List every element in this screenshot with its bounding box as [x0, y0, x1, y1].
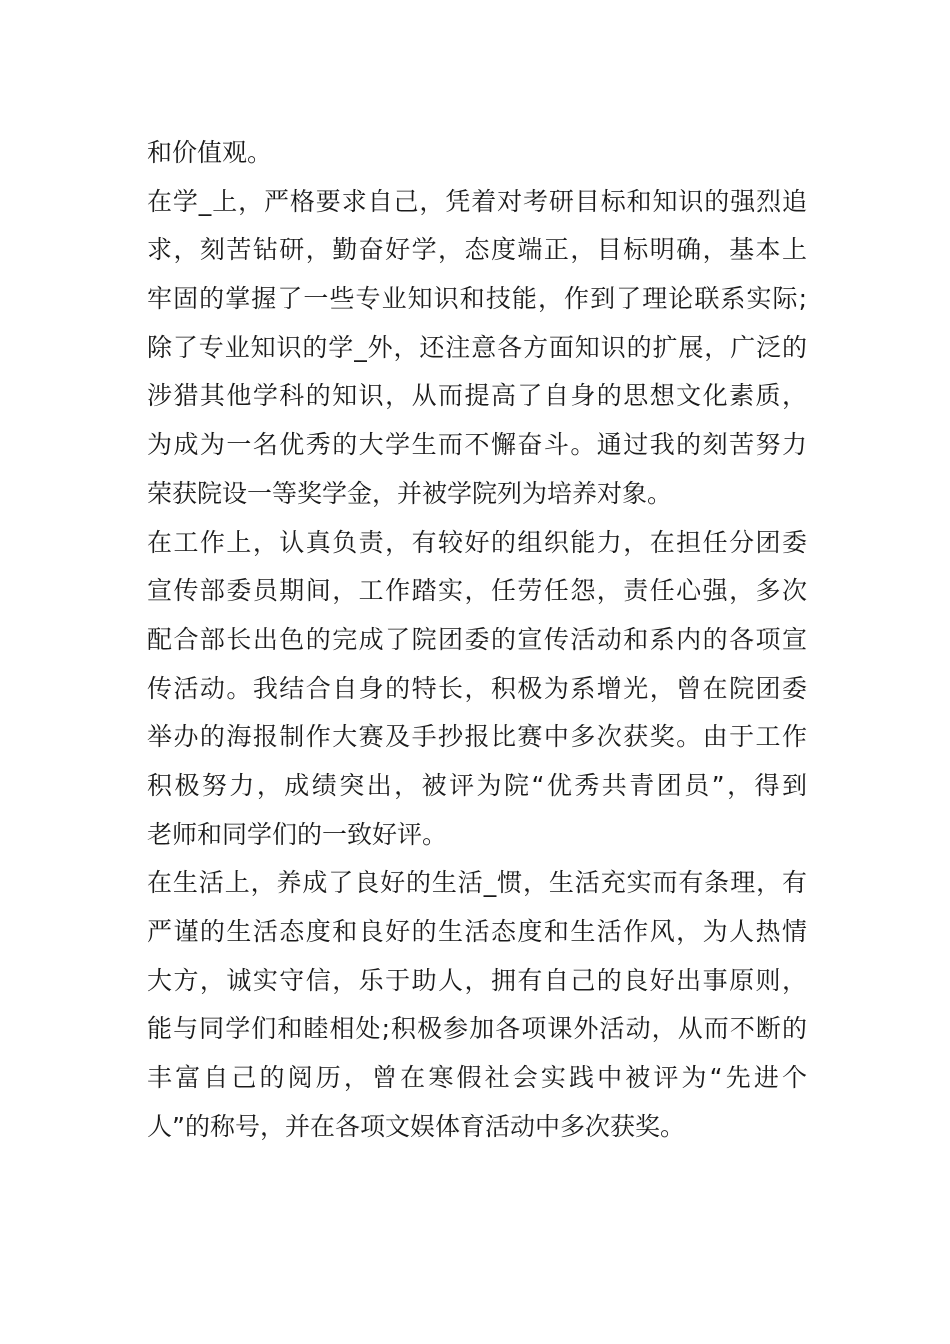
text-line: 除了专业知识的学_外，还注意各方面知识的扩展，广泛的: [147, 332, 807, 362]
document-body: [147, 129, 807, 1151]
text-line: 为成为一名优秀的大学生而不懈奋斗。通过我的刻苦努力: [147, 430, 807, 460]
paragraph-work: [147, 519, 807, 860]
paragraph-intro-end: [147, 129, 807, 178]
text-line: 举办的海报制作大赛及手抄报比赛中多次获奖。由于工作: [147, 722, 807, 752]
text-line: 在生活上，养成了良好的生活_惯，生活充实而有条理，有: [147, 868, 807, 898]
text-line: 和价值观。: [147, 138, 273, 167]
text-line: 宣传部委员期间，工作踏实，任劳任怨，责任心强，多次: [147, 576, 807, 606]
text-line: 大方，诚实守信，乐于助人，拥有自己的良好出事原则，: [147, 965, 807, 995]
paragraph-life: [147, 859, 807, 1151]
text-line: 求，刻苦钻研，勤奋好学，态度端正，目标明确，基本上: [147, 235, 807, 265]
text-line: 老师和同学们的一致好评。: [147, 819, 448, 849]
text-line: 丰富自己的阅历，曾在寒假社会实践中被评为“先进个: [147, 1063, 807, 1093]
text-line: 严谨的生活态度和良好的生活态度和生活作风，为人热情: [147, 917, 807, 946]
paragraph-study: [147, 178, 807, 519]
text-line: 荣获院设一等奖学金，并被学院列为培养对象。: [147, 478, 673, 508]
text-line: 涉猎其他学科的知识，从而提高了自身的思想文化素质，: [147, 381, 807, 411]
text-line: 传活动。我结合自身的特长，积极为系增光，曾在院团委: [147, 673, 807, 703]
text-line: 人”的称号，并在各项文娱体育活动中多次获奖。: [147, 1111, 685, 1141]
text-line: 配合部长出色的完成了院团委的宣传活动和系内的各项宣: [147, 624, 807, 654]
text-line: 在学_上，严格要求自己，凭着对考研目标和知识的强烈追: [147, 186, 807, 216]
text-line: 在工作上，认真负责，有较好的组织能力，在担任分团委: [147, 527, 807, 557]
text-line: 积极努力，成绩突出，被评为院“优秀共青团员”，得到: [147, 770, 807, 800]
text-line: 能与同学们和睦相处;积极参加各项课外活动，从而不断的: [147, 1014, 807, 1044]
text-line: 牢固的掌握了一些专业知识和技能，作到了理论联系实际;: [147, 284, 807, 314]
